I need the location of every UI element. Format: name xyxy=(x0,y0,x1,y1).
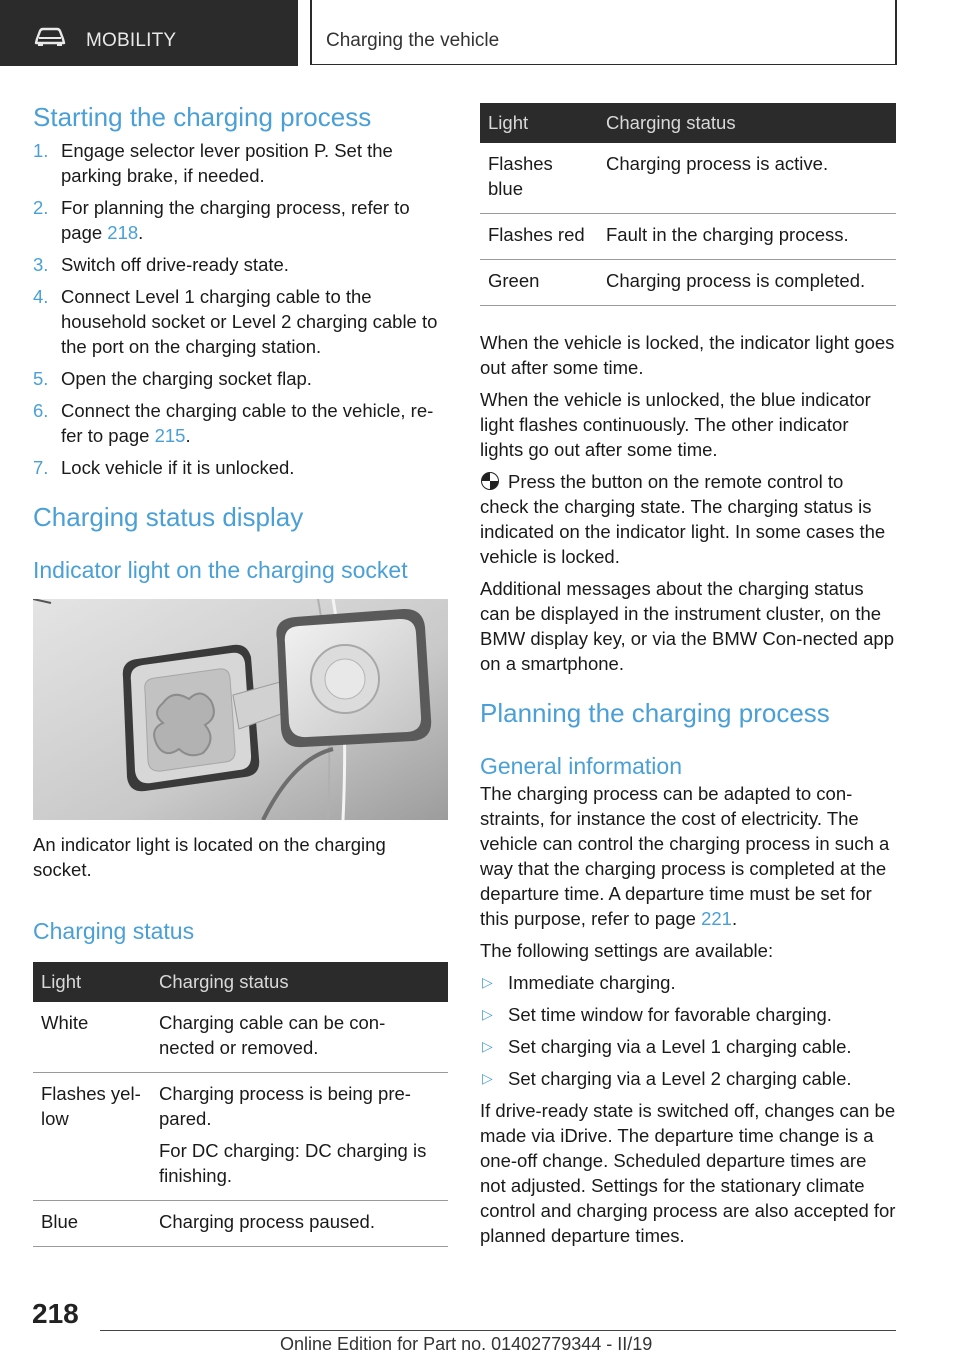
status-cell xyxy=(598,214,896,260)
table-row xyxy=(480,143,896,214)
status-text: Charging cable can be con-nected or removed. xyxy=(159,1012,386,1058)
list-item xyxy=(33,252,448,277)
table-row xyxy=(33,1201,448,1247)
bullet-triangle-icon: ▷ xyxy=(482,974,493,990)
setting-text: Set time window for favorable charging. xyxy=(508,1004,832,1025)
step-text: . xyxy=(138,222,144,243)
step-text: Connect Level 1 charging cable to the household socket or Level 2 charging cable to the port on the charging station. xyxy=(61,286,438,357)
column-header-status: Charging status xyxy=(151,962,448,1002)
chapter-tab-label: Charging the vehicle xyxy=(326,30,500,51)
step-number: 1. xyxy=(33,140,49,161)
remote-key-icon xyxy=(480,471,500,491)
page-link[interactable]: 215 xyxy=(154,425,186,446)
light-cell: Blue xyxy=(33,1201,151,1247)
light-cell: Flashes blue xyxy=(480,143,598,214)
bullet-triangle-icon: ▷ xyxy=(482,1070,493,1086)
list-item xyxy=(33,195,448,245)
charging-socket-photo xyxy=(33,599,448,820)
table-body xyxy=(480,143,896,306)
step-text: For planning the charging process, refer to page xyxy=(61,197,410,243)
step-text: Open the charging socket flap. xyxy=(61,368,312,389)
list-item xyxy=(480,1034,896,1059)
light-cell: Flashes red xyxy=(480,214,598,260)
indicator-subheading: Indicator light on the charging socket xyxy=(33,557,408,583)
step-text: Engage selector lever position P. Set the parking brake, if needed. xyxy=(61,140,393,186)
status-subheading: Charging status xyxy=(33,918,195,944)
status-text: For DC charging: DC charging is finishing. xyxy=(159,1140,427,1186)
status-cell xyxy=(598,260,896,306)
list-item xyxy=(33,366,448,391)
column-header-light: Light xyxy=(33,962,151,1002)
table-row xyxy=(33,1002,448,1073)
para-idrive: If drive-ready state is switched off, changes can be made via iDrive. The departure time change is a one-off change. Scheduled departure times are not adjusted. Settings for the stationary climate control and charging process are also accepted for planned departure times. xyxy=(480,1100,896,1246)
car-icon xyxy=(34,27,66,47)
table-header-row xyxy=(480,103,896,143)
list-item xyxy=(33,284,448,359)
display-heading: Charging status display xyxy=(33,502,304,532)
light-cell: Flashes yel-low xyxy=(33,1073,151,1201)
section-tab-label: MOBILITY xyxy=(86,30,177,51)
para-general-end: . xyxy=(731,908,738,929)
status-text: Charging process is completed. xyxy=(606,270,866,291)
step-number: 3. xyxy=(33,254,49,275)
step-number: 2. xyxy=(33,197,49,218)
status-text: Fault in the charging process. xyxy=(606,224,849,245)
para-unlocked: When the vehicle is unlocked, the blue indicator light flashes continuously. The other indicator lights go out after some time. xyxy=(480,389,871,460)
status-text: Charging process is being pre-pared. xyxy=(159,1083,411,1129)
status-cell xyxy=(151,1002,448,1073)
status-table-1 xyxy=(33,962,448,1247)
list-item xyxy=(33,138,448,188)
step-number: 6. xyxy=(33,400,49,421)
list-item xyxy=(33,455,448,480)
bullet-triangle-icon: ▷ xyxy=(482,1006,493,1022)
left-column xyxy=(33,100,448,1247)
list-item xyxy=(480,1066,896,1091)
list-item xyxy=(480,970,896,995)
page-header xyxy=(0,0,960,66)
settings-list xyxy=(480,970,896,1091)
table-row xyxy=(480,260,896,306)
step-text: Switch off drive-ready state. xyxy=(61,254,289,275)
list-item xyxy=(480,1002,896,1027)
setting-text: Set charging via a Level 2 charging cable. xyxy=(508,1068,852,1089)
column-header-status: Charging status xyxy=(598,103,896,143)
para-general xyxy=(480,781,896,931)
page-link-221[interactable]: 221 xyxy=(701,908,732,929)
step-text: . xyxy=(185,425,191,446)
column-header-light: Light xyxy=(480,103,598,143)
footer-divider xyxy=(100,1330,896,1331)
general-subheading: General information xyxy=(480,753,682,779)
para-messages: Additional messages about the charging status can be displayed in the instrument cluster, on the BMW display key, or via the BMW Con-nected app on a smartphone. xyxy=(480,578,895,674)
step-number: 4. xyxy=(33,286,49,307)
step-number: 5. xyxy=(33,368,49,389)
list-item xyxy=(33,398,448,448)
chapter-tab[interactable] xyxy=(310,0,897,65)
status-table-2 xyxy=(480,103,896,306)
status-text: Charging process is active. xyxy=(606,153,829,174)
status-cell xyxy=(151,1073,448,1201)
status-text: Charging process paused. xyxy=(159,1211,375,1232)
edition-note: Online Edition for Part no. 01402779344 - II/19 xyxy=(280,1334,653,1354)
setting-text: Immediate charging. xyxy=(508,972,676,993)
para-locked: When the vehicle is locked, the indicator light goes out after some time. xyxy=(480,332,895,378)
planning-heading: Planning the charging process xyxy=(480,698,830,728)
table-body xyxy=(33,1002,448,1247)
para-general-text: The charging process can be adapted to con-straints, for instance the cost of electricity. The vehicle can control the charging process in such a way that the charging process is completed at the departure time. A departure time must be set for this purpose, refer to page xyxy=(480,783,890,929)
steps-list xyxy=(33,138,448,480)
light-cell: White xyxy=(33,1002,151,1073)
status-cell xyxy=(151,1201,448,1247)
start-heading: Starting the charging process xyxy=(33,102,372,132)
table-row xyxy=(33,1073,448,1201)
step-number: 7. xyxy=(33,457,49,478)
step-text: Lock vehicle if it is unlocked. xyxy=(61,457,295,478)
table-row xyxy=(480,214,896,260)
right-column xyxy=(480,100,896,1248)
para-remote-text: Press the button on the remote control to check the charging state. The charging status is indicated on the indicator light. In some cases the vehicle is locked. xyxy=(480,471,886,567)
bullet-triangle-icon: ▷ xyxy=(482,1038,493,1054)
para-remote xyxy=(480,469,896,569)
light-cell: Green xyxy=(480,260,598,306)
table-header-row xyxy=(33,962,448,1002)
page-number: 218 xyxy=(32,1298,79,1329)
step-text: Connect the charging cable to the vehicle, re-fer to page xyxy=(61,400,434,446)
photo-caption: An indicator light is located on the charging socket. xyxy=(33,834,386,880)
page-link[interactable]: 218 xyxy=(107,222,139,243)
section-tab[interactable] xyxy=(0,0,298,66)
setting-text: Set charging via a Level 1 charging cable. xyxy=(508,1036,852,1057)
status-cell xyxy=(598,143,896,214)
settings-intro: The following settings are available: xyxy=(480,940,774,961)
